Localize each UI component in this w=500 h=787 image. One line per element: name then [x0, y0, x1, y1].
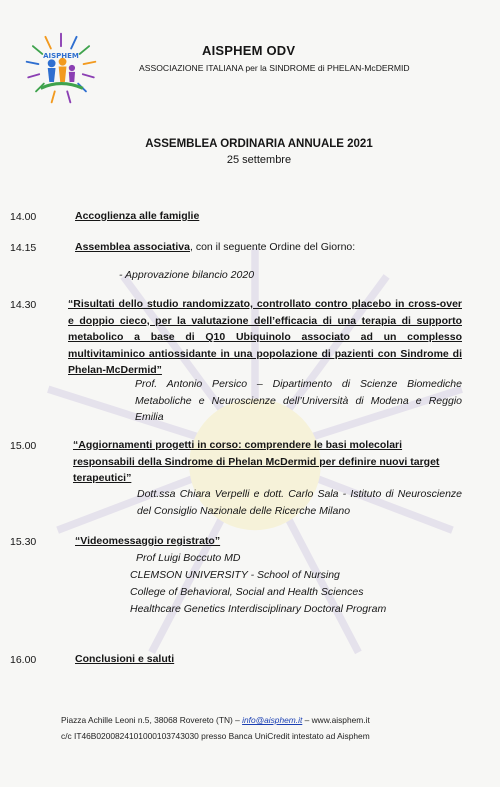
- agenda-title-4: [73, 437, 453, 487]
- agenda-title-6-text: Conclusioni e saluti: [75, 653, 175, 665]
- agenda-speaker-4: Dott.ssa Chiara Verpelli e dott. Carlo Sala - Istituto di Neuroscienze del Consiglio Nazionale delle Ricerche Milano: [137, 488, 462, 517]
- agenda-title-1-text: Accoglienza alle famiglie: [75, 210, 200, 222]
- agenda-sub-2: - Approvazione bilancio 2020: [119, 269, 255, 281]
- logo-text: AISPHEM: [43, 50, 79, 60]
- agenda-time-4: 15.00: [10, 440, 37, 452]
- org-name: AISPHEM ODV: [202, 43, 296, 58]
- agenda-time-6: 16.00: [10, 654, 37, 666]
- document-title: ASSEMBLEA ORDINARIA ANNUALE 2021: [145, 138, 373, 150]
- agenda-time-5: 15.30: [10, 536, 37, 548]
- agenda-title-2: [75, 239, 355, 256]
- footer-bank-line: c/c IT46B0200824101000103743030 presso Banca UniCredit intestato ad Aisphem: [61, 731, 370, 741]
- footer-email-link[interactable]: info@aisphem.it: [242, 715, 303, 725]
- footer-website[interactable]: – www.aisphem.it: [302, 715, 370, 725]
- org-subtitle: ASSOCIAZIONE ITALIANA per la SINDROME di PHELAN-McDERMID: [139, 63, 410, 73]
- agenda-title-2-rest: , con il seguente Ordine del Giorno:: [190, 241, 356, 253]
- agenda-title-4-text: “Aggiornamenti progetti in corso: comprendere le basi molecolari responsabili della Sindrome di Phelan McDermid per definire nuovi target terapeutici”: [73, 439, 440, 485]
- agenda-speaker-5-line2: CLEMSON UNIVERSITY - School of Nursing: [130, 569, 340, 581]
- agenda-title-2-text: Assemblea associativa: [75, 241, 190, 253]
- agenda-speaker-5-line1: Prof Luigi Boccuto MD: [136, 552, 241, 564]
- footer-address: Piazza Achille Leoni n.5, 38068 Rovereto (TN) –: [61, 715, 243, 725]
- agenda-title-3-text: “Risultati dello studio randomizzato, controllato contro placebo in cross-over e doppio cieco, per la valutazione dell’efficacia di una terapia di supporto metabolico a base di Q10 Ubiquinolo associato ad un complesso multivitaminico antiossidante in una popolazione di pazienti con Sindrome di Phelan-McDermid”: [68, 298, 462, 377]
- agenda-speaker-5-line4: Healthcare Genetics Interdisciplinary Doctoral Program: [130, 603, 387, 615]
- agenda-title-1: [75, 208, 199, 225]
- agenda-speaker-3: Prof. Antonio Persico – Dipartimento di Scienze Biomediche Metaboliche e Neuroscienze dell’Università di Modena e Reggio Emilia: [135, 378, 462, 424]
- agenda-title-6: [75, 651, 174, 668]
- footer-address-line: [61, 715, 370, 725]
- agenda-title-5: [75, 533, 220, 550]
- agenda-time-1: 14.00: [10, 211, 37, 223]
- agenda-title-5-text: “Videomessaggio registrato”: [75, 535, 221, 547]
- document-date: 25 settembre: [226, 154, 292, 166]
- agenda-speaker-5-line3: College of Behavioral, Social and Health Sciences: [130, 586, 364, 598]
- agenda-time-3: 14.30: [10, 299, 37, 311]
- agenda-time-2: 14.15: [10, 242, 37, 254]
- agenda-title-3: [68, 296, 462, 379]
- aisphem-logo-icon: [22, 28, 100, 108]
